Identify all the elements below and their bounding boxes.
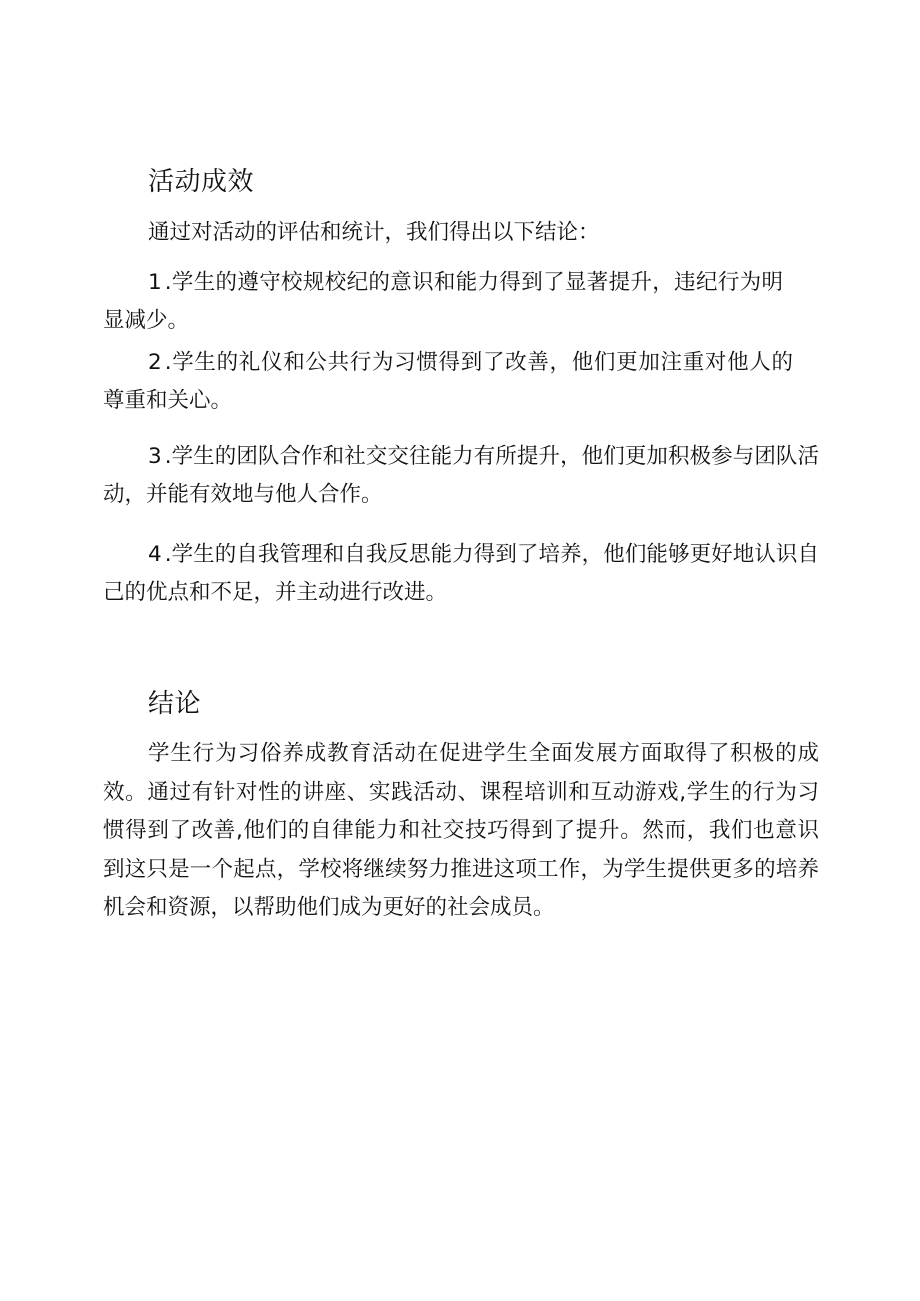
result-item-number: 1	[148, 270, 165, 295]
result-item-number: 4	[148, 542, 165, 567]
section-heading-conclusion: 结论	[148, 689, 202, 719]
result-item-text: .学生的团队合作和社交交往能力有所提升，他们更加积极参与团队活动，并能有效地与他人合作。	[103, 444, 819, 507]
section-heading-results: 活动成效	[148, 167, 255, 197]
results-intro: 通过对活动的评估和统计，我们得出以下结论：	[148, 220, 600, 245]
result-item-text: .学生的礼仪和公共行为习惯得到了改善，他们更加注重对他人的尊重和关心。	[103, 350, 793, 413]
result-item-2	[103, 344, 793, 420]
result-item-1	[103, 264, 783, 340]
result-item-3	[103, 438, 819, 514]
result-item-4	[103, 536, 819, 612]
result-item-text: .学生的遵守校规校纪的意识和能力得到了显著提升，违纪行为明显减少。	[103, 270, 783, 333]
result-item-text: .学生的自我管理和自我反思能力得到了培养，他们能够更好地认识自己的优点和不足，并主动进行改进。	[103, 542, 819, 605]
result-item-number: 2	[148, 350, 165, 375]
result-item-number: 3	[148, 444, 165, 469]
conclusion-body: 学生行为习俗养成教育活动在促进学生全面发展方面取得了积极的成效。通过有针对性的讲座、实践活动、课程培训和互动游戏,学生的行为习惯得到了改善,他们的自律能力和社交技巧得到了提升。然而，我们也意识到这只是一个起点，学校将继续努力推进这项工作，为学生提供更多的培养机会和资源，以帮助他们成为更好的社会成员。	[103, 741, 819, 920]
